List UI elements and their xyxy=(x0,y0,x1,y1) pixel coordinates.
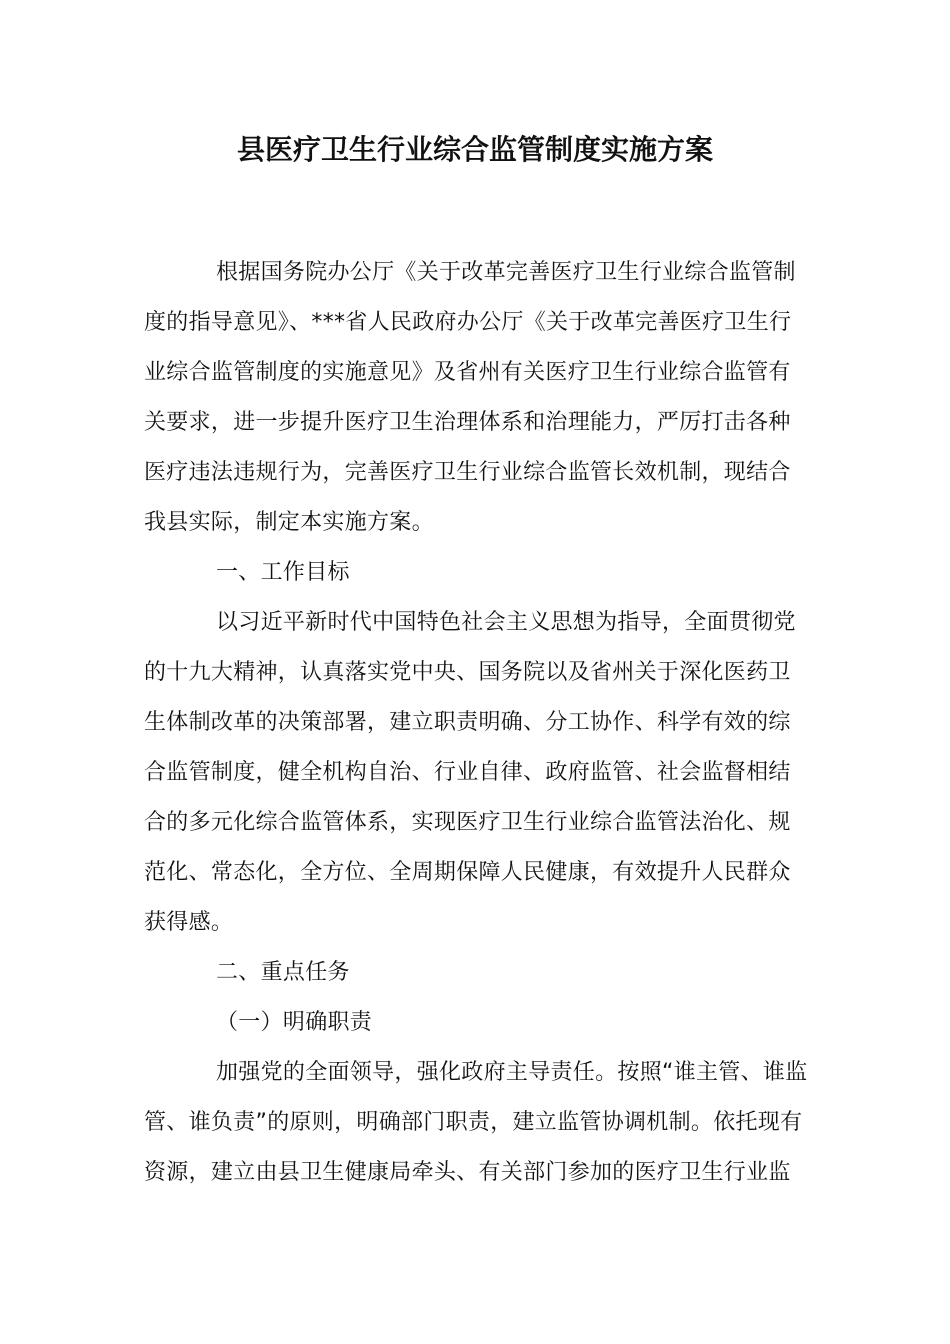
body-line: 合监管制度，健全机构自治、行业自律、政府监管、社会监督相结 xyxy=(144,760,791,785)
body-line: 范化、常态化，全方位、全周期保障人民健康，有效提升人民群众 xyxy=(144,860,791,885)
body-line: 根据国务院办公厅《关于改革完善医疗卫生行业综合监管制 xyxy=(216,260,796,285)
body-line: 生体制改革的决策部署，建立职责明确、分工协作、科学有效的综 xyxy=(144,710,791,735)
body-line: 业综合监管制度的实施意见》及省州有关医疗卫生行业综合监管有 xyxy=(144,360,791,385)
body-line: 加强党的全面领导，强化政府主导责任。按照“谁主管、谁监 xyxy=(216,1060,808,1085)
section-heading-goals: 一、工作目标 xyxy=(216,560,350,585)
body-line: 度的指导意见》、***省人民政府办公厅《关于改革完善医疗卫生行 xyxy=(144,310,792,335)
section-heading-tasks: 二、重点任务 xyxy=(216,960,350,985)
body-line: 关要求，进一步提升医疗卫生治理体系和治理能力，严厉打击各种 xyxy=(144,410,791,435)
body-line: 我县实际，制定本实施方案。 xyxy=(144,510,434,535)
document-body xyxy=(144,248,808,1198)
body-line: 以习近平新时代中国特色社会主义思想为指导，全面贯彻党 xyxy=(216,610,796,635)
body-line: 资源，建立由县卫生健康局牵头、有关部门参加的医疗卫生行业监 xyxy=(144,1160,791,1185)
body-line: 管、谁负责”的原则，明确部门职责，建立监管协调机制。依托现有 xyxy=(144,1110,803,1135)
body-line: 医疗违法违规行为，完善医疗卫生行业综合监管长效机制，现结合 xyxy=(144,460,791,485)
subsection-heading-duties: （一）明确职责 xyxy=(216,1010,373,1035)
body-line: 获得感。 xyxy=(144,910,234,935)
body-line: 的十九大精神，认真落实党中央、国务院以及省州关于深化医药卫 xyxy=(144,660,791,685)
document-title: 县医疗卫生行业综合监管制度实施方案 xyxy=(236,133,713,166)
body-line: 合的多元化综合监管体系，实现医疗卫生行业综合监管法治化、规 xyxy=(144,810,791,835)
